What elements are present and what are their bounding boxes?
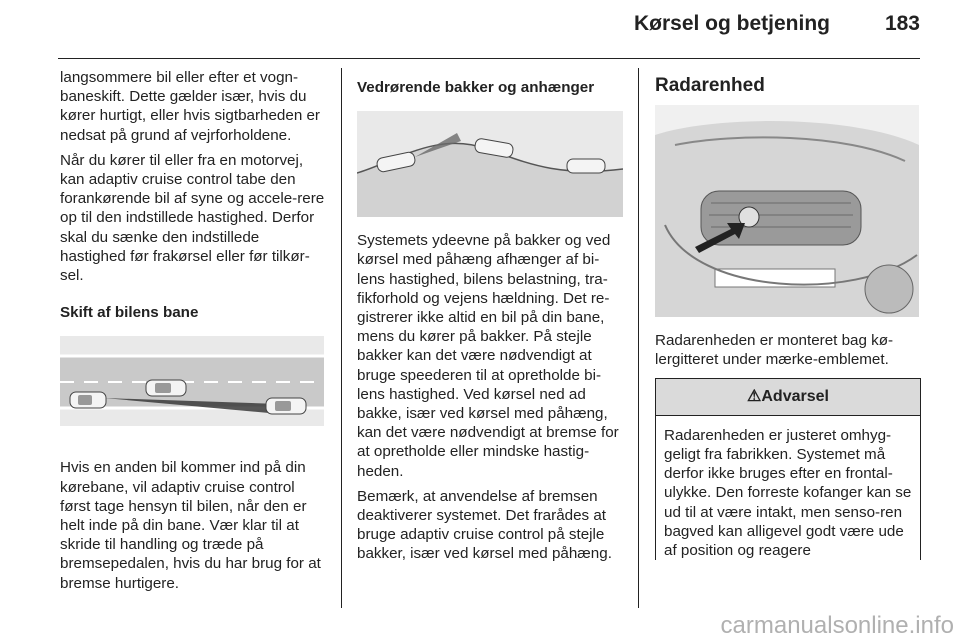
section-heading-radar-unit: Radarenhed bbox=[655, 75, 765, 96]
lane-change-illustration bbox=[60, 336, 324, 426]
watermark: carmanualsonline.info bbox=[720, 612, 954, 639]
car-icon bbox=[266, 398, 306, 414]
column-separator bbox=[341, 68, 342, 608]
warning-header bbox=[656, 379, 920, 416]
paragraph: Hvis en anden bil kommer ind på din kørebane, vil adaptiv cruise control først tage hensyn til bilen, når den er helt inde på din bane. Vær klar til at skride til handling og træde på bremsepedalen, hvis du har brug for at bremse hurtigere. bbox=[60, 459, 321, 592]
warning-box bbox=[655, 378, 921, 561]
car-icon bbox=[146, 380, 186, 396]
page-number: 183 bbox=[884, 12, 920, 35]
radar-unit-photo bbox=[655, 105, 919, 317]
paragraph: Bemærk, at anvendelse af bremsen deaktiverer systemet. Det frarådes at bruge adaptiv cruise control på stejle bakker, især ved kørsel med påhæng. bbox=[357, 487, 612, 563]
subheading-hills-trailer: Vedrørende bakker og anhænger bbox=[357, 79, 595, 96]
car-icon bbox=[70, 392, 106, 408]
paragraph: Når du kører til eller fra en motorvej, kan adaptiv cruise control tabe den forankørende bil af syne og accele-rere op til den indstillede hastighed. Derfor skal du sænke den indstillede hastighed før frakørsel eller før tilkør-sel. bbox=[60, 151, 325, 285]
subheading-lane-change: Skift af bilens bane bbox=[60, 304, 199, 322]
warning-triangle-icon: ⚠ bbox=[747, 387, 762, 405]
hills-illustration bbox=[357, 111, 623, 217]
column-separator bbox=[638, 68, 639, 608]
column-3 bbox=[655, 68, 921, 560]
header-rule bbox=[58, 58, 920, 59]
car-icon bbox=[567, 159, 605, 173]
paragraph: langsommere bil eller efter et vogn-baneskift. Dette gælder især, hvis du kører hurtigt, eller hvis sigtbarheden er nedsat på grund af vejrforholdene. bbox=[60, 69, 320, 144]
column-1 bbox=[60, 68, 326, 599]
paragraph: Systemets ydeevne på bakker og ved kørsel med påhæng afhænger af bi-lens hastighed, bilens belastning, tra-fikforhold og vejens hældning. Det re-gistrerer ikke altid en bil på din bane, mens du kører på bakker. På stejle bakker kan det være nødvendigt at bruge speederen til at opretholde bi-lens hastighed. Ved kørsel ned ad bakke, især ved kørsel med påhæng, kan det være nødvendigt at bremse for at opretholde eller mindske hastig-heden. bbox=[357, 232, 619, 480]
warning-body: Radarenheden er justeret omhyg-geligt fra fabrikken. Systemet må derfor ikke bruges efter en frontal-ulykke. Den forreste kofanger kan se ud til at være intakt, men senso-ren bagved kan alligevel godt være ude af position og reagere bbox=[664, 426, 912, 560]
warning-title: Advarsel bbox=[761, 387, 829, 405]
paragraph: Radarenheden er monteret bag kø-lergitteret under mærke-emblemet. bbox=[655, 332, 894, 369]
page-header-title: Kørsel og betjening bbox=[633, 12, 830, 35]
column-2 bbox=[357, 68, 625, 570]
